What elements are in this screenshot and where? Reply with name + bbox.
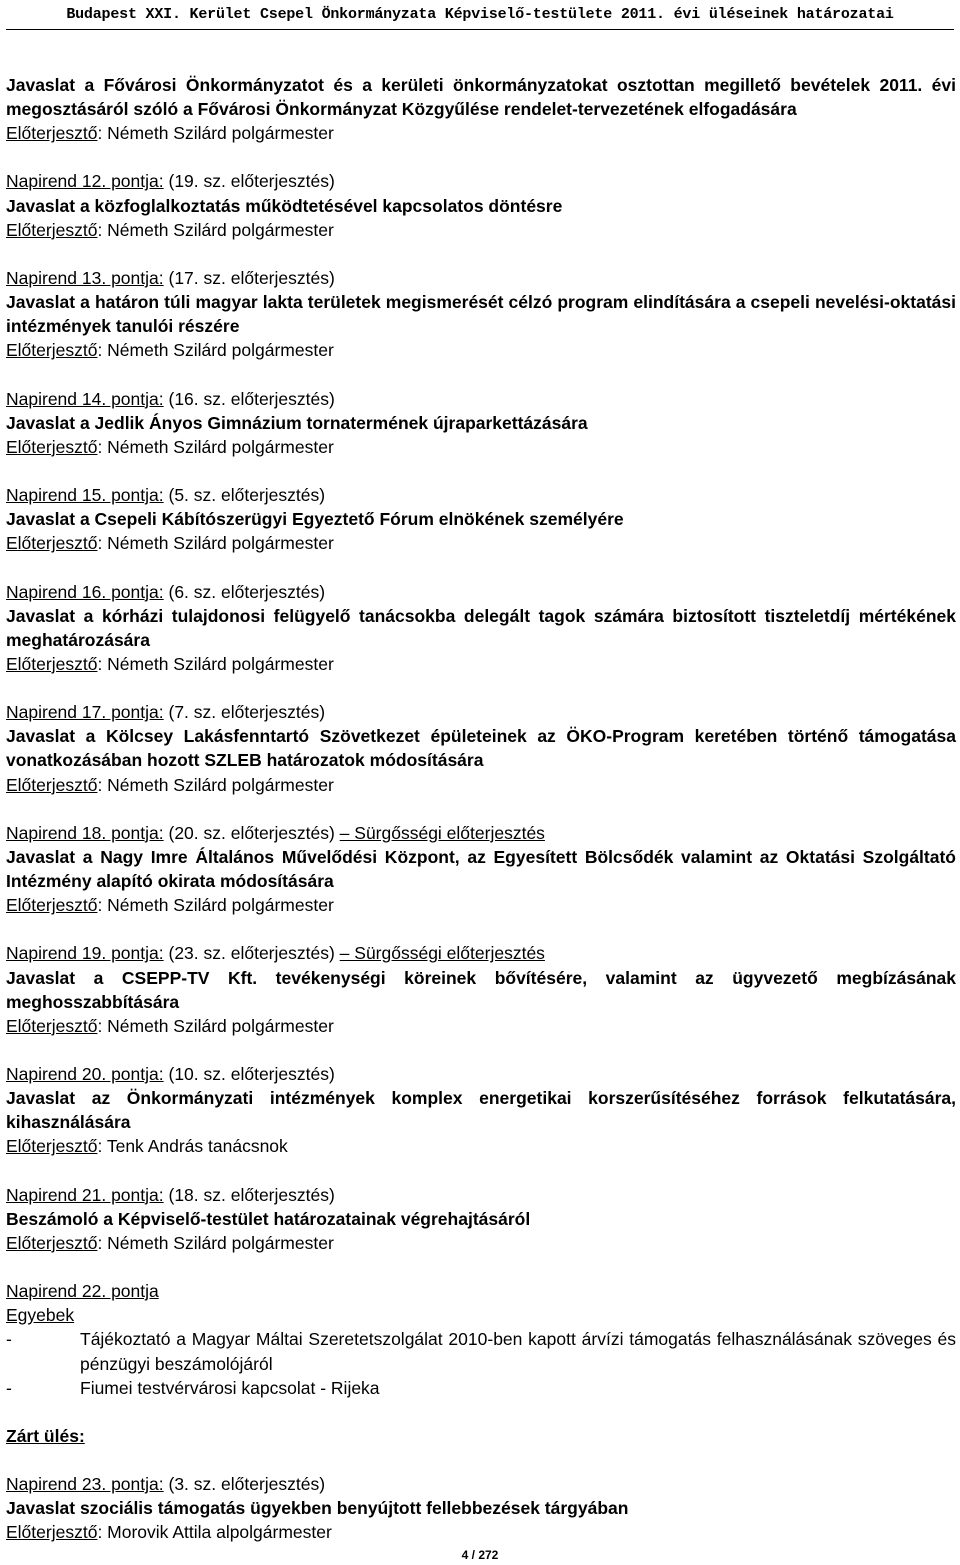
agenda-label: Napirend 13. pontja: bbox=[6, 267, 164, 288]
presenter-label: Előterjesztő bbox=[6, 653, 98, 674]
list-dash: - bbox=[6, 1377, 12, 1398]
header-title: Budapest XXI. Kerület Csepel Önkormányzata Képviselő-testülete 2011. évi üléseinek határozatai bbox=[66, 6, 894, 23]
presenter-line bbox=[6, 773, 956, 797]
agenda-item bbox=[6, 387, 956, 459]
presenter-line bbox=[6, 1014, 956, 1038]
page-header bbox=[0, 0, 960, 30]
agenda-title: Beszámoló a Képviselő-testület határozatainak végrehajtásáról bbox=[6, 1208, 531, 1229]
agenda-note: (18. sz. előterjesztés) bbox=[163, 1184, 335, 1205]
presenter-line bbox=[6, 435, 956, 459]
urgent-note: – Sürgősségi előterjesztés bbox=[339, 822, 545, 843]
presenter-name: : Németh Szilárd polgármester bbox=[97, 653, 334, 674]
presenter-label: Előterjesztő bbox=[6, 1232, 98, 1253]
presenter-line bbox=[6, 338, 956, 362]
agenda-title: Javaslat a Nagy Imre Általános Művelődési Központ, az Egyesített Bölcsődék valamint az Oktatási Szolgáltató Intézmény alapító okirata módosítására bbox=[6, 846, 956, 892]
agenda-note: (10. sz. előterjesztés) bbox=[163, 1064, 335, 1084]
page-number: 4 / 272 bbox=[461, 1548, 499, 1562]
agenda-note: (19. sz. előterjesztés) bbox=[163, 171, 335, 192]
agenda-note: (6. sz. előterjesztés) bbox=[163, 581, 326, 602]
agenda-label: Napirend 20. pontja: bbox=[6, 1064, 164, 1084]
agenda-title: Javaslat a határon túli magyar lakta területek megismerését célzó program elindítására a csepeli nevelési-oktatási intézmények tanulói részére bbox=[6, 292, 956, 337]
presenter-line bbox=[6, 652, 956, 676]
agenda-label: Napirend 19. pontja: bbox=[6, 943, 164, 964]
agenda-label: Napirend 16. pontja: bbox=[6, 581, 164, 602]
agenda-subtitle: Egyebek bbox=[6, 1305, 75, 1326]
presenter-name: : Németh Szilárd polgármester bbox=[97, 340, 334, 361]
presenter-name: : Németh Szilárd polgármester bbox=[97, 1015, 334, 1036]
presenter-label: Előterjesztő bbox=[6, 123, 98, 144]
presenter-name: : Tenk András tanácsnok bbox=[97, 1136, 288, 1157]
agenda-label: Napirend 17. pontja: bbox=[6, 702, 164, 723]
agenda-note: (17. sz. előterjesztés) bbox=[163, 267, 335, 288]
agenda-label: Napirend 15. pontja: bbox=[6, 485, 164, 506]
agenda-list bbox=[6, 145, 956, 1255]
agenda-item bbox=[6, 1062, 956, 1159]
presenter-label: Előterjesztő bbox=[6, 774, 98, 795]
presenter-label: Előterjesztő bbox=[6, 1136, 98, 1157]
presenter-label: Előterjesztő bbox=[6, 1015, 98, 1036]
presenter-name: : Morovik Attila alpolgármester bbox=[97, 1522, 332, 1543]
agenda-title: Javaslat a Csepeli Kábítószerügyi Egyeztető Fórum elnökének személyére bbox=[6, 509, 624, 530]
presenter-line bbox=[6, 121, 956, 145]
agenda-title: Javaslat a Jedlik Ányos Gimnázium tornatermének újraparkettázására bbox=[6, 412, 588, 433]
agenda-title: Javaslat szociális támogatás ügyekben benyújtott fellebbezések tárgyában bbox=[6, 1498, 629, 1519]
presenter-line bbox=[6, 531, 956, 555]
list-item-text: Tájékoztató a Magyar Máltai Szeretetszolgálat 2010-ben kapott árvízi támogatás felhasználásának szöveges és pénzügyi beszámolójáról bbox=[80, 1329, 956, 1374]
closed-session bbox=[6, 1424, 956, 1448]
agenda-item bbox=[6, 941, 956, 1038]
agenda-note: (16. sz. előterjesztés) bbox=[163, 388, 335, 409]
presenter-label: Előterjesztő bbox=[6, 1522, 98, 1543]
presenter-label: Előterjesztő bbox=[6, 533, 98, 554]
agenda-label: Napirend 21. pontja: bbox=[6, 1184, 164, 1205]
agenda-item bbox=[6, 483, 956, 555]
agenda-label: Napirend 18. pontja: bbox=[6, 822, 164, 843]
agenda-note: (5. sz. előterjesztés) bbox=[163, 485, 326, 506]
agenda-item-23 bbox=[6, 1472, 956, 1544]
presenter-label: Előterjesztő bbox=[6, 340, 98, 361]
urgent-note: – Sürgősségi előterjesztés bbox=[339, 943, 545, 964]
agenda-note: (7. sz. előterjesztés) bbox=[163, 702, 326, 723]
list-item-text: Fiumei testvérvárosi kapcsolat - Rijeka bbox=[80, 1377, 380, 1398]
presenter-label: Előterjesztő bbox=[6, 436, 98, 457]
presenter-label: Előterjesztő bbox=[6, 219, 98, 240]
presenter-line bbox=[6, 1134, 956, 1158]
closed-session-label: Zárt ülés: bbox=[6, 1425, 85, 1446]
list-dash: - bbox=[6, 1329, 12, 1350]
presenter-name: : Németh Szilárd polgármester bbox=[97, 436, 334, 457]
presenter-line bbox=[6, 218, 956, 242]
presenter-name: : Németh Szilárd polgármester bbox=[97, 895, 334, 916]
agenda-item bbox=[6, 580, 956, 677]
agenda-title: Javaslat az Önkormányzati intézmények komplex energetikai korszerűsítéséhez források felkutatására, kihasználására bbox=[6, 1088, 956, 1133]
list-item bbox=[6, 1376, 956, 1400]
agenda-item bbox=[6, 700, 956, 797]
presenter-name: : Németh Szilárd polgármester bbox=[97, 219, 334, 240]
agenda-label: Napirend 22. pontja bbox=[6, 1281, 159, 1302]
intro-title: Javaslat a Fővárosi Önkormányzatot és a kerületi önkormányzatokat osztottan megillető bevételek 2011. évi megosztásáról szóló a Fővárosi Önkormányzat Közgyűlése rendelet-tervezetének elfogadására bbox=[6, 75, 956, 120]
agenda-label: Napirend 14. pontja: bbox=[6, 388, 164, 409]
agenda-item bbox=[6, 821, 956, 918]
agenda-note: (3. sz. előterjesztés) bbox=[163, 1474, 326, 1495]
agenda-item bbox=[6, 266, 956, 363]
presenter-line bbox=[6, 1520, 956, 1544]
agenda-title: Javaslat a közfoglalkoztatás működtetésével kapcsolatos döntésre bbox=[6, 195, 563, 216]
presenter-name: : Németh Szilárd polgármester bbox=[97, 774, 334, 795]
list-item bbox=[6, 1327, 956, 1375]
agenda-item bbox=[6, 1183, 956, 1255]
document-body bbox=[6, 73, 956, 1545]
agenda-title: Javaslat a Kölcsey Lakásfenntartó Szövetkezet épületeinek az ÖKO-Program keretében történő támogatása vonatkozásában hozott SZLEB határozatok módosítására bbox=[6, 726, 956, 771]
agenda-label: Napirend 12. pontja: bbox=[6, 171, 164, 192]
agenda-note: (20. sz. előterjesztés) bbox=[163, 822, 340, 843]
agenda-note: (23. sz. előterjesztés) bbox=[163, 943, 340, 964]
agenda-title: Javaslat a CSEPP-TV Kft. tevékenységi köreinek bővítésére, valamint az ügyvezető megbízásának meghosszabbítására bbox=[6, 967, 956, 1012]
agenda-item bbox=[6, 169, 956, 241]
presenter-line bbox=[6, 1231, 956, 1255]
agenda-item-22 bbox=[6, 1279, 956, 1400]
presenter-name: : Németh Szilárd polgármester bbox=[97, 533, 334, 554]
presenter-line bbox=[6, 893, 956, 917]
agenda-title: Javaslat a kórházi tulajdonosi felügyelő tanácsokba delegált tagok számára biztosított tiszteletdíj mértékének meghatározására bbox=[6, 605, 956, 650]
header-rule bbox=[6, 29, 954, 30]
presenter-name: : Németh Szilárd polgármester bbox=[97, 1232, 334, 1253]
intro-block bbox=[6, 73, 956, 145]
presenter-name: : Németh Szilárd polgármester bbox=[97, 123, 334, 144]
presenter-label: Előterjesztő bbox=[6, 895, 98, 916]
agenda-label: Napirend 23. pontja: bbox=[6, 1474, 164, 1495]
